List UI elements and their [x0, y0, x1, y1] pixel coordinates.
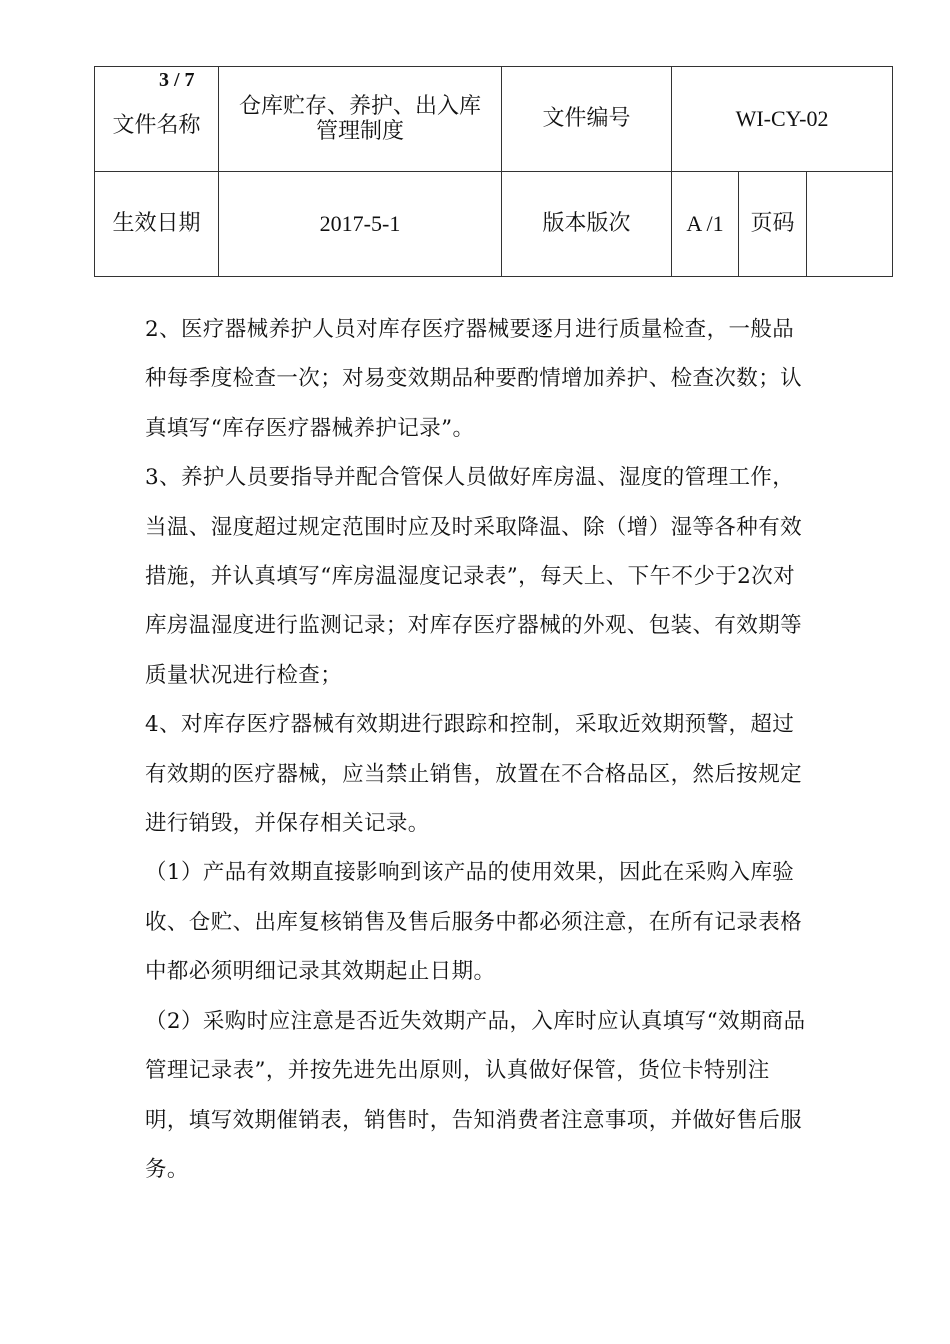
file-number-label: 文件编号	[502, 67, 672, 172]
file-name-label-cell	[95, 67, 219, 172]
document-body	[145, 305, 807, 1194]
document-header-table	[94, 66, 893, 277]
paragraph-2: 2、医疗器械养护人员对库存医疗器械要逐月进行质量检查，一般品种每季度检查一次；对易变效期品种要酌情增加养护、检查次数；认真填写“库存医疗器械养护记录”。	[145, 317, 803, 441]
page-indicator: 3 / 7	[159, 69, 195, 91]
paragraph-4: 4、对库存医疗器械有效期进行跟踪和控制，采取近效期预警，超过有效期的医疗器械，应当禁止销售，放置在不合格品区，然后按规定进行销毁，并保存相关记录。	[145, 712, 803, 837]
file-name-value-line1: 仓库贮存、养护、出入库	[238, 93, 481, 119]
file-number-value: WI-CY-02	[672, 67, 893, 172]
sub-item-1: （1）产品有效期直接影响到该产品的使用效果，因此在采购入库验收、仓贮、出库复核销售及售后服务中都必须注意，在所有记录表格中都必须明细记录其效期起止日期。	[145, 860, 803, 985]
effective-date-label: 生效日期	[95, 172, 219, 277]
file-name-label: 文件名称	[112, 113, 201, 139]
page-value	[807, 172, 893, 277]
paragraph-3: 3、养护人员要指导并配合管保人员做好库房温、湿度的管理工作，当温、湿度超过规定范围时应及时采取降温、除（增）湿等各种有效措施，并认真填写“库房温湿度记录表”，每天上、下午不少于2次对库房温湿度进行监测记录；对库存医疗器械的外观、包装、有效期等质量状况进行检查；	[145, 465, 803, 688]
file-name-value-cell	[219, 67, 502, 172]
version-value: A /1	[672, 172, 739, 277]
page-label: 页码	[739, 172, 807, 277]
file-name-value-line2: 管理制度	[315, 119, 404, 144]
effective-date-value: 2017-5-1	[219, 172, 502, 277]
version-label: 版本版次	[502, 172, 672, 277]
sub-item-2: （2）采购时应注意是否近失效期产品，入库时应认真填写“效期商品管理记录表”，并按先进先出原则，认真做好保管，货位卡特别注明，填写效期催销表，销售时，告知消费者注意事项，并做好售后服务。	[145, 1008, 806, 1182]
